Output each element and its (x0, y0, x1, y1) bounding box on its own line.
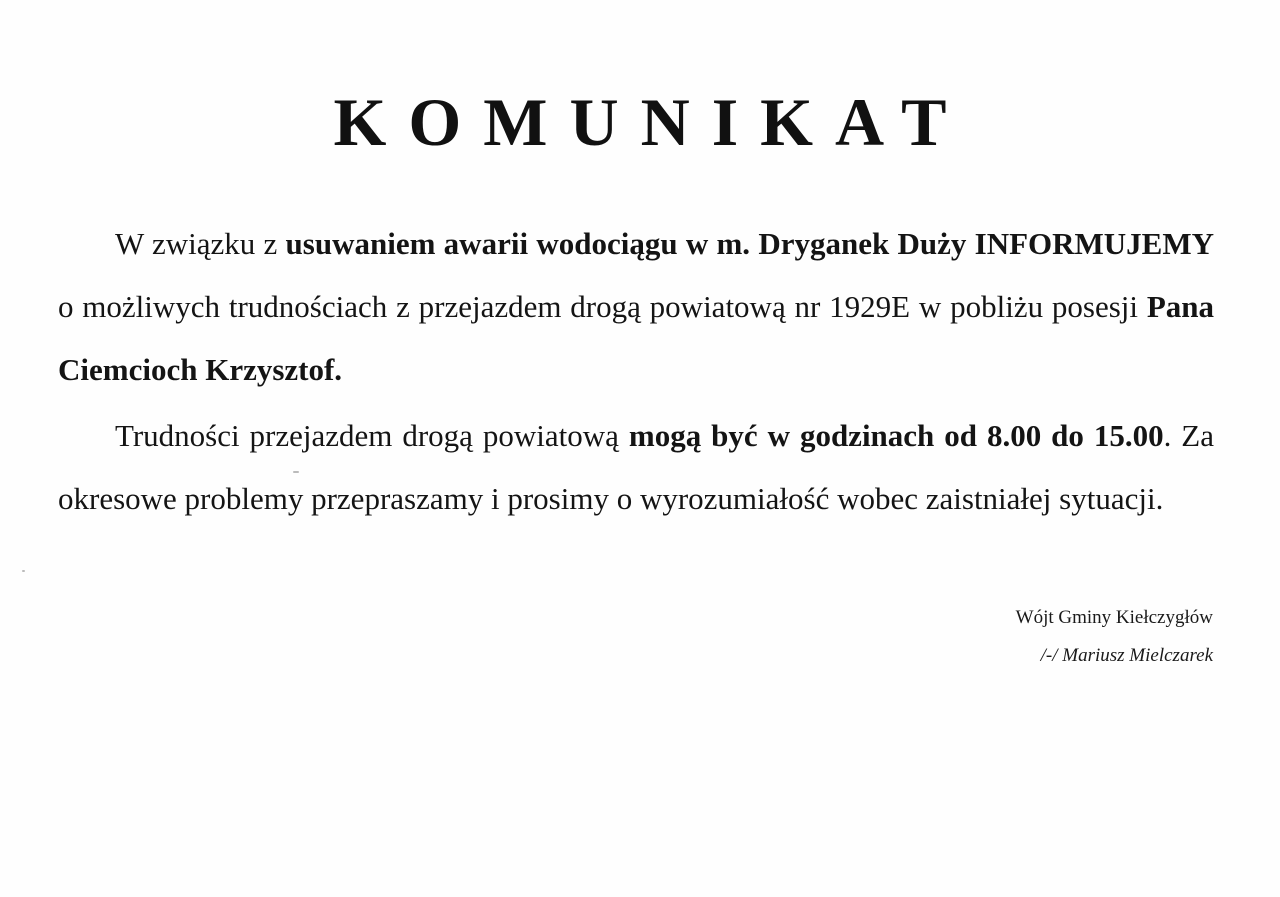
paragraph-2 (58, 404, 1214, 530)
paragraph-2-text-2: . Za okresowe problemy przepraszamy i prosimy o wyrozumiałość wobec zaistniałej sytuacji. (58, 418, 1214, 516)
paragraph-1-bold-2: Pana Ciemcioch Krzysztof. (58, 289, 1214, 387)
signature-title: Wójt Gminy Kiełczygłów (1015, 607, 1213, 628)
paragraph-2-bold-1: mogą być w godzinach od 8.00 do 15.00 (628, 418, 1164, 453)
paragraph-2-text-1: Trudności przejazdem drogą powiatową (115, 418, 629, 453)
document-title: KOMUNIKAT (333, 84, 969, 160)
paragraph-1 (58, 212, 1214, 401)
paragraph-1-bold-1: usuwaniem awarii wodociągu w m. Dryganek Duży INFORMUJEMY (285, 226, 1214, 261)
scan-speck (22, 570, 25, 572)
paragraph-1-text-1: W związku z (115, 226, 286, 261)
signature-name: /-/ Mariusz Mielczarek (1040, 645, 1213, 666)
paragraph-1-text-2: o możliwych trudnościach z przejazdem drogą powiatową nr 1929E w pobliżu posesji (58, 289, 1147, 324)
scan-speck (293, 471, 299, 473)
